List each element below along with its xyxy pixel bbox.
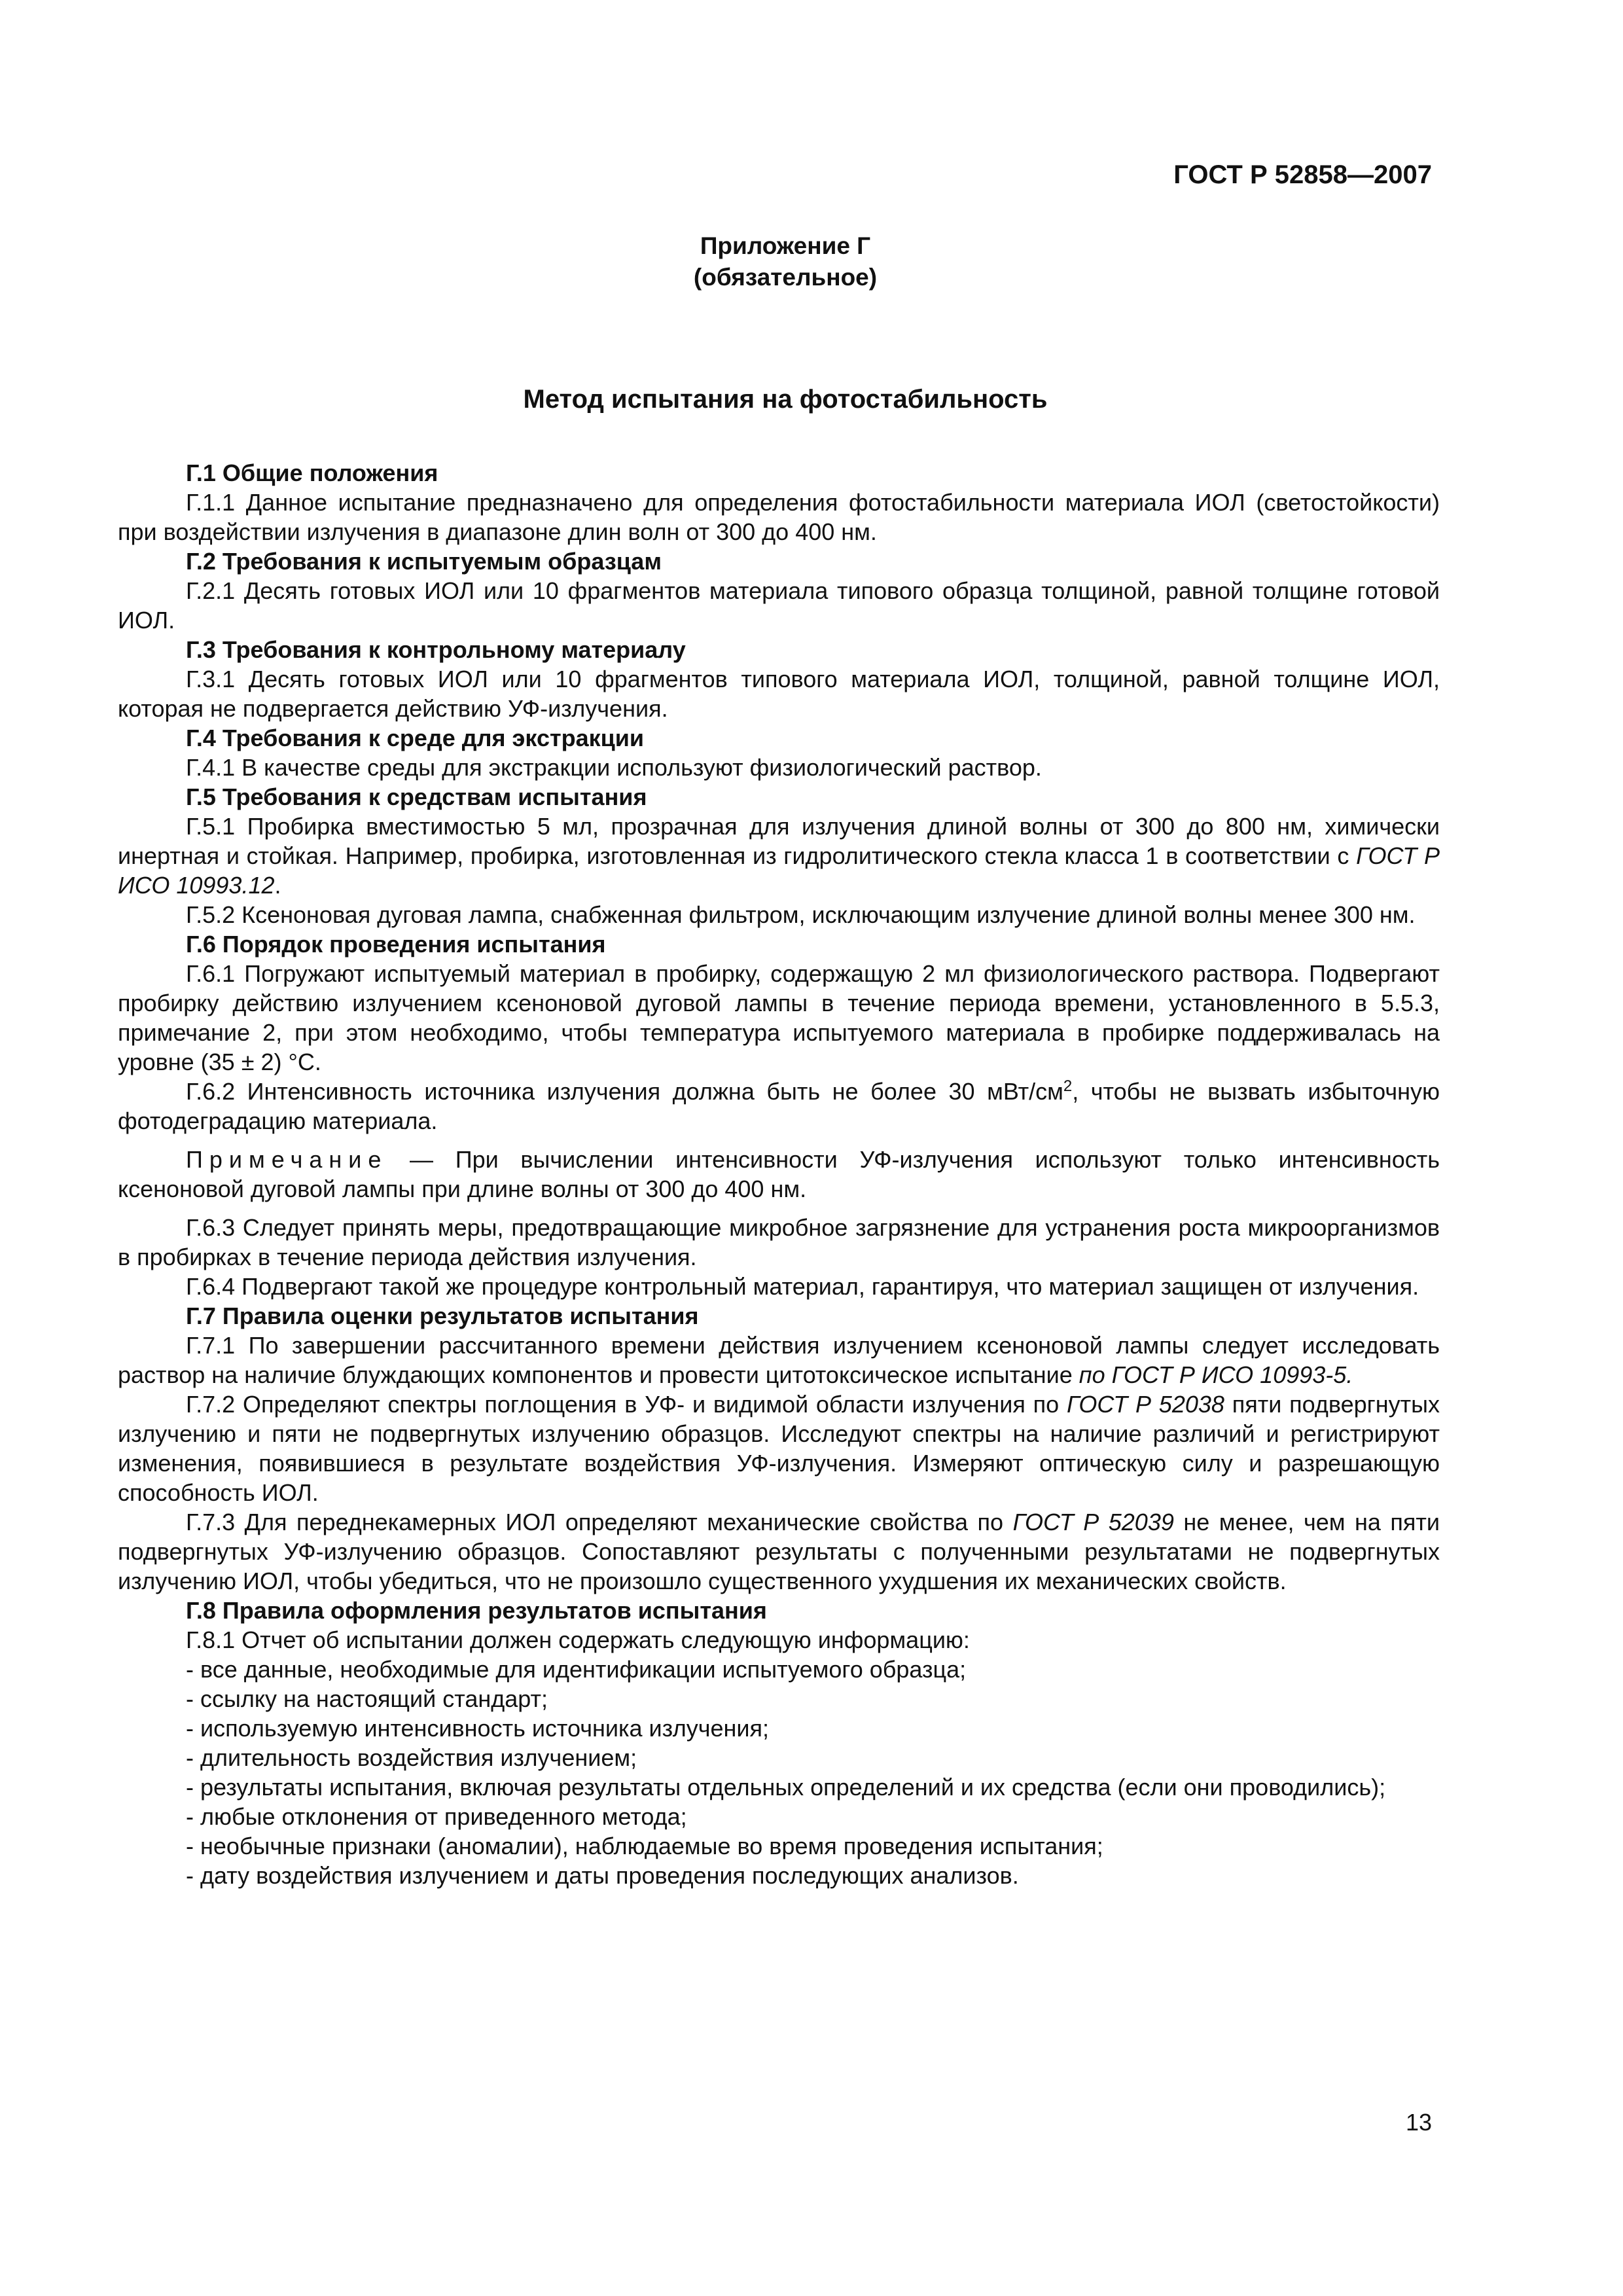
note-label: Примечание bbox=[186, 1146, 388, 1173]
note-text: — При вычислении интенсивности УФ-излучения используют только интенсивность ксеноновой дуговой лампы при длине волны от 300 до 400 нм. bbox=[118, 1146, 1440, 1202]
standard-reference: ГОСТ Р 52038 bbox=[1067, 1391, 1224, 1418]
section-heading-g8: Г.8 Правила оформления результатов испытания bbox=[186, 1597, 767, 1624]
paragraph-g6-4: Г.6.4 Подвергают такой же процедуре контрольный материал, гарантируя, что материал защищен от излучения. bbox=[186, 1273, 1419, 1300]
list-item: - необычные признаки (аномалии), наблюдаемые во время проведения испытания; bbox=[186, 1833, 1103, 1859]
paragraph-g7-1-text: Г.7.1 По завершении рассчитанного времени действия излучением ксеноновой лампы следует исследовать раствор на наличие блуждающих компонентов и провести цитотоксическое испытание bbox=[118, 1332, 1440, 1388]
appendix-heading bbox=[0, 230, 1571, 293]
paragraph-g6-2-text: Г.6.2 Интенсивность источника излучения должна быть не более 30 мВт/см bbox=[186, 1078, 1063, 1105]
standard-reference: по ГОСТ Р ИСО 10993-5. bbox=[1079, 1361, 1353, 1388]
section-heading-g5: Г.5 Требования к средствам испытания bbox=[186, 783, 647, 810]
list-item: - ссылку на настоящий стандарт; bbox=[186, 1685, 548, 1712]
paragraph-g2-1: Г.2.1 Десять готовых ИОЛ или 10 фрагментов материала типового образца толщиной, равной толщине готовой ИОЛ. bbox=[118, 577, 1440, 634]
paragraph-g7-2 bbox=[118, 1390, 1440, 1507]
paragraph-g5-2: Г.5.2 Ксеноновая дуговая лампа, снабженная фильтром, исключающим излучение длиной волны менее 300 нм. bbox=[186, 901, 1416, 928]
standard-reference: ГОСТ Р 52039 bbox=[1012, 1509, 1174, 1535]
paragraph-g5-1-end: . bbox=[274, 872, 281, 899]
list-item: - дату воздействия излучением и даты проведения последующих анализов. bbox=[186, 1862, 1019, 1889]
paragraph-g3-1: Г.3.1 Десять готовых ИОЛ или 10 фрагментов типового материала ИОЛ, толщиной, равной толщине ИОЛ, которая не подвергается действию УФ-излучения. bbox=[118, 666, 1440, 722]
appendix-label: Приложение Г bbox=[700, 232, 871, 259]
paragraph-g7-3 bbox=[118, 1507, 1440, 1596]
appendix-status: (обязательное) bbox=[693, 264, 878, 291]
paragraph-g7-2-end: пяти подвергнутых излучению и пяти не подвергнутых излучению образцов. Исследуют спектры на наличие различий и регистрируют изменения, появившиеся в результате воздействия УФ-излучения. Измеряют оптическую силу и разрешающую способность ИОЛ. bbox=[118, 1391, 1440, 1506]
note bbox=[118, 1145, 1440, 1204]
superscript: 2 bbox=[1063, 1077, 1073, 1095]
paragraph-g5-1-text: Г.5.1 Пробирка вместимостью 5 мл, прозрачная для излучения длиной волны от 300 до 800 нм, химически инертная и стойкая. Например, пробирка, изготовленная из гидролитического стекла класса 1 в соответствии с bbox=[118, 813, 1440, 869]
paragraph-g7-3-end: не менее, чем на пяти подвергнутых УФ-излучению образцов. Сопоставляют результаты с полученными результатами не подвергнутых излучению ИОЛ, чтобы убедиться, что не произошло существенного ухудшения их механических свойств. bbox=[118, 1509, 1440, 1594]
page-number: 13 bbox=[1405, 2109, 1432, 2136]
document-body bbox=[118, 458, 1440, 1890]
paragraph-g6-3: Г.6.3 Следует принять меры, предотвращающие микробное загрязнение для устранения роста микроорганизмов в пробирках в течение периода действия излучения. bbox=[118, 1214, 1440, 1270]
paragraph-g7-3-text: Г.7.3 Для переднекамерных ИОЛ определяют механические свойства по bbox=[186, 1509, 1013, 1535]
paragraph-g1-1: Г.1.1 Данное испытание предназначено для определения фотостабильности материала ИОЛ (светостойкости) при воздействии излучения в диапазоне длин волн от 300 до 400 нм. bbox=[118, 489, 1440, 545]
paragraph-g4-1: Г.4.1 В качестве среды для экстракции используют физиологический раствор. bbox=[186, 754, 1042, 781]
standard-code: ГОСТ Р 52858—2007 bbox=[1173, 160, 1432, 189]
list-item: - все данные, необходимые для идентификации испытуемого образца; bbox=[186, 1656, 967, 1683]
page-title: Метод испытания на фотостабильность bbox=[523, 385, 1048, 414]
paragraph-g6-2 bbox=[118, 1077, 1440, 1136]
list-item: - длительность воздействия излучением; bbox=[186, 1744, 637, 1771]
paragraph-g8-1: Г.8.1 Отчет об испытании должен содержать следующую информацию: bbox=[186, 1626, 970, 1653]
paragraph-g6-2-end: , чтобы не вызвать избыточную фотодеградацию материала. bbox=[118, 1078, 1440, 1134]
paragraph-g7-2-text: Г.7.2 Определяют спектры поглощения в УФ- и видимой области излучения по bbox=[186, 1391, 1067, 1418]
paragraph-g6-1: Г.6.1 Погружают испытуемый материал в пробирку, содержащую 2 мл физиологического раствора. Подвергают пробирку действию излучением ксеноновой дуговой лампы в течение периода времени, установленного в 5.5.3, примечание 2, при этом необходимо, чтобы температура испытуемого материала в пробирке поддерживалась на уровне (35 ± 2) °С. bbox=[118, 960, 1440, 1075]
standard-reference: ГОСТ Р ИСО 10993.12 bbox=[118, 842, 1440, 899]
section-heading-g1: Г.1 Общие положения bbox=[186, 459, 438, 486]
section-heading-g6: Г.6 Порядок проведения испытания bbox=[186, 931, 606, 958]
section-heading-g3: Г.3 Требования к контрольному материалу bbox=[186, 636, 686, 663]
paragraph-g7-1 bbox=[118, 1331, 1440, 1390]
section-heading-g4: Г.4 Требования к среде для экстракции bbox=[186, 725, 645, 751]
list-item: - используемую интенсивность источника излучения; bbox=[186, 1715, 770, 1742]
list-item: - результаты испытания, включая результаты отдельных определений и их средства (если они проводились); bbox=[186, 1774, 1386, 1801]
paragraph-g5-1 bbox=[118, 812, 1440, 900]
list-item: - любые отклонения от приведенного метода; bbox=[186, 1803, 687, 1830]
section-heading-g2: Г.2 Требования к испытуемым образцам bbox=[186, 548, 662, 575]
section-heading-g7: Г.7 Правила оценки результатов испытания bbox=[186, 1302, 699, 1329]
